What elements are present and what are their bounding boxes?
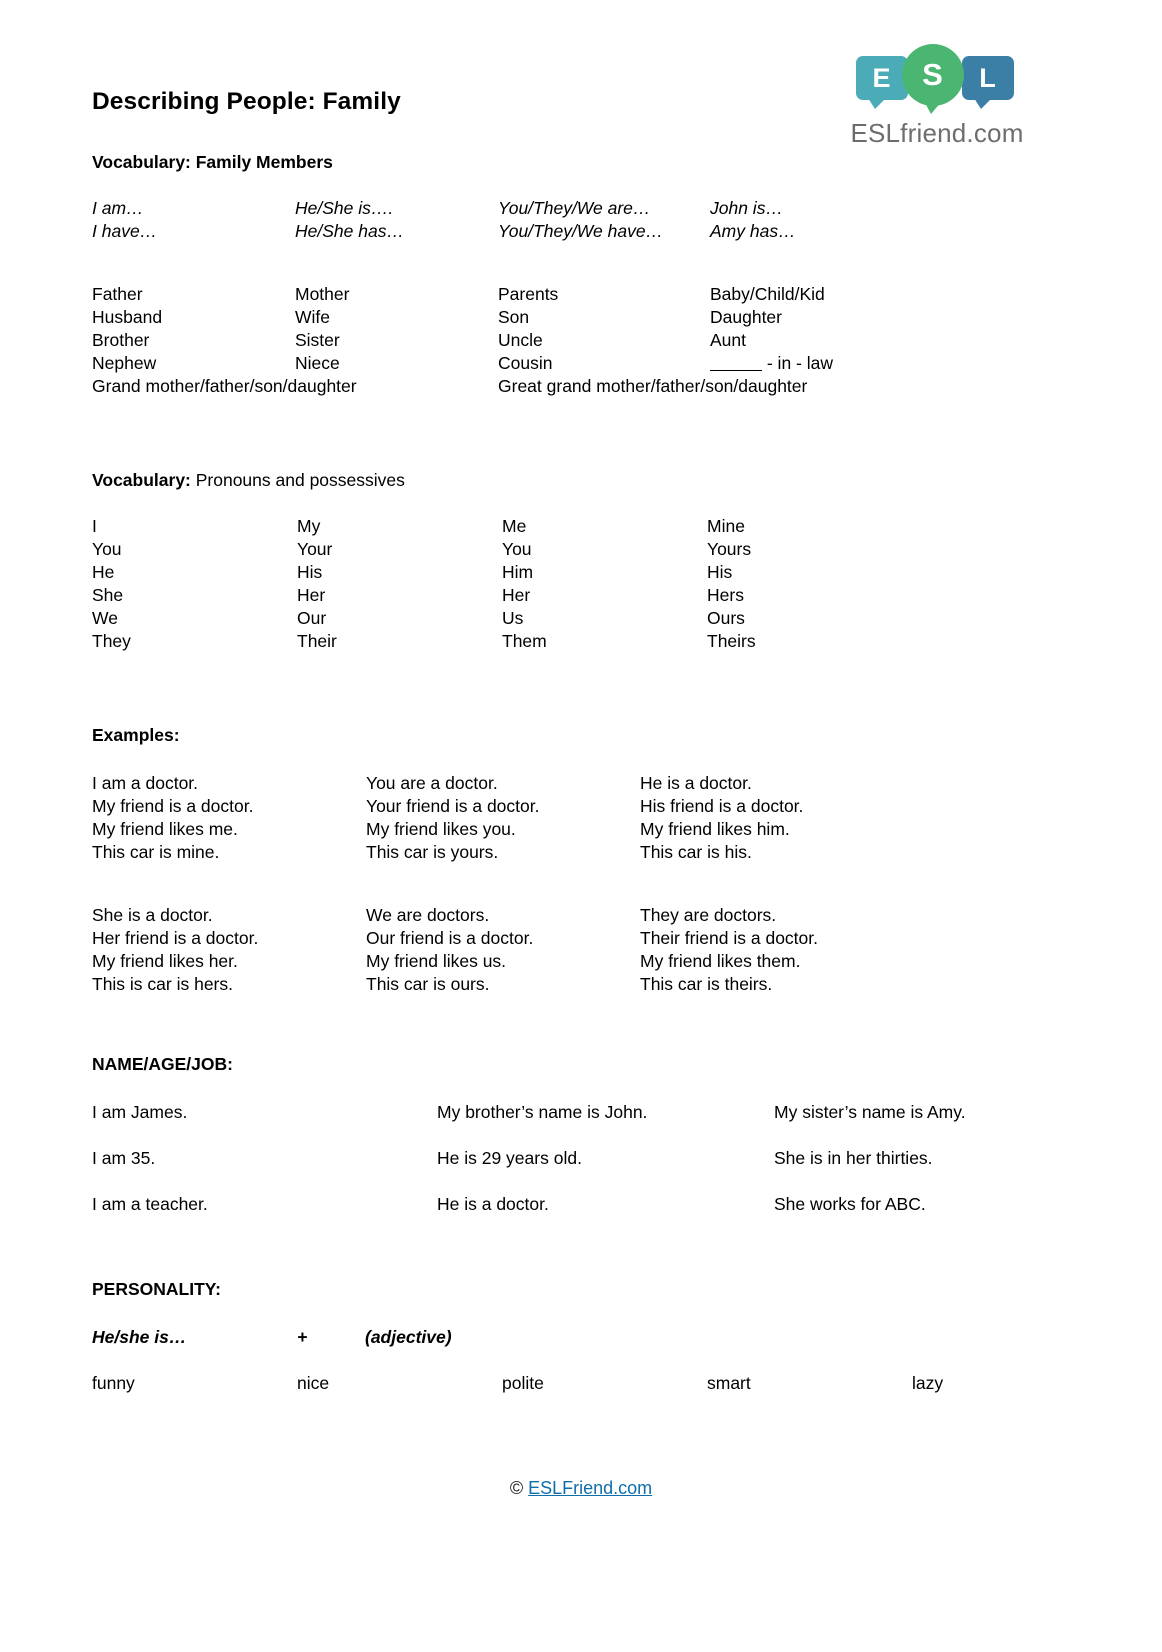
family-term: Baby/Child/Kid <box>710 284 825 304</box>
name-age-job-heading: NAME/AGE/JOB: <box>92 1054 233 1074</box>
name-age-job-cell: I am 35. <box>92 1148 156 1168</box>
family-term: Sister <box>295 330 340 350</box>
pronoun-possessive-adj: Your <box>297 539 333 559</box>
example-sentence: My friend likes us. <box>366 951 507 971</box>
worksheet-content <box>92 88 1072 1395</box>
family-pattern-row <box>92 220 1072 243</box>
pronoun-possessive: Mine <box>707 516 745 536</box>
example-sentence: My friend likes you. <box>366 819 516 839</box>
example-sentence: Your friend is a doctor. <box>366 796 540 816</box>
example-sentence: She is a doctor. <box>92 905 213 925</box>
family-term: Nephew <box>92 353 157 373</box>
family-term: Son <box>498 307 530 327</box>
pronoun-object: Her <box>502 585 531 605</box>
pronoun-object: Me <box>502 516 527 536</box>
pronoun-possessive: Ours <box>707 608 745 628</box>
name-age-job-cell: I am a teacher. <box>92 1194 208 1214</box>
copyright-symbol: © <box>509 1478 529 1498</box>
family-term: Husband <box>92 307 163 327</box>
family-pattern-cell: Amy has… <box>710 221 796 241</box>
fill-in-blank <box>710 370 762 371</box>
example-sentence: His friend is a doctor. <box>640 796 804 816</box>
name-age-job-cell: He is a doctor. <box>437 1194 549 1214</box>
pronoun-possessive: His <box>707 562 733 582</box>
name-age-job-row <box>92 1193 1072 1216</box>
family-term-row <box>92 352 1072 375</box>
vocabulary-pronouns-heading <box>92 470 1072 491</box>
pronoun-possessive-adj: Our <box>297 608 327 628</box>
example-row <box>92 904 1072 927</box>
family-term: Wife <box>295 307 330 327</box>
family-term-row <box>92 306 1072 329</box>
pronoun-row <box>92 584 1072 607</box>
pronoun-subject: You <box>92 539 122 559</box>
family-pattern-row <box>92 197 1072 220</box>
pronoun-row <box>92 561 1072 584</box>
family-term: Aunt <box>710 330 746 350</box>
pronoun-subject: She <box>92 585 124 605</box>
spacer <box>92 398 1072 470</box>
family-pattern-cell: You/They/We are… <box>498 198 651 218</box>
example-sentence: This car is mine. <box>92 842 220 862</box>
pronoun-subject: I <box>92 516 97 536</box>
example-sentence: My friend likes her. <box>92 951 238 971</box>
pronoun-row <box>92 538 1072 561</box>
personality-formula <box>92 1326 1072 1349</box>
example-sentence: I am a doctor. <box>92 773 199 793</box>
spacer <box>92 243 1072 283</box>
family-pattern-cell: He/She has… <box>295 221 404 241</box>
example-sentence: You are a doctor. <box>366 773 498 793</box>
pronoun-possessive: Theirs <box>707 631 756 651</box>
example-sentence: My friend likes me. <box>92 819 238 839</box>
vocabulary-pronouns-heading-lead: Vocabulary: <box>92 470 191 490</box>
page-footer <box>0 1478 1162 1499</box>
vocabulary-family-heading <box>92 152 1072 173</box>
pronoun-row <box>92 630 1072 653</box>
logo-letter-s: S <box>922 57 943 92</box>
pronoun-object: Him <box>502 562 534 582</box>
family-pattern-cell: He/She is…. <box>295 198 394 218</box>
family-grandparent-row <box>92 375 1072 398</box>
family-term-in-law <box>710 352 1072 375</box>
example-row <box>92 795 1072 818</box>
family-pattern-cell: You/They/We have… <box>498 221 664 241</box>
family-term: Mother <box>295 284 350 304</box>
family-pattern-cell: I am… <box>92 198 144 218</box>
spacer <box>92 864 1072 904</box>
example-row <box>92 973 1072 996</box>
example-sentence: We are doctors. <box>366 905 490 925</box>
pronoun-object: Them <box>502 631 547 651</box>
example-sentence: This car is ours. <box>366 974 490 994</box>
family-term: Cousin <box>498 353 553 373</box>
personality-adjective: lazy <box>912 1373 944 1393</box>
family-term: Daughter <box>710 307 782 327</box>
pronoun-possessive: Yours <box>707 539 752 559</box>
example-sentence: Our friend is a doctor. <box>366 928 534 948</box>
example-sentence: This car is yours. <box>366 842 499 862</box>
pronoun-subject: They <box>92 631 131 651</box>
family-pattern-cell: I have… <box>92 221 158 241</box>
pronoun-possessive-adj: Their <box>297 631 337 651</box>
name-age-job-row <box>92 1101 1072 1124</box>
vocabulary-pronouns-heading-rest: Pronouns and possessives <box>190 470 405 490</box>
example-sentence: My friend likes him. <box>640 819 790 839</box>
name-age-job-row <box>92 1147 1072 1170</box>
name-age-job-cell: My sister’s name is Amy. <box>774 1102 966 1122</box>
vocabulary-family-heading-lead: Vocabulary: <box>92 152 191 172</box>
pronoun-object: You <box>502 539 532 559</box>
pronoun-subject: He <box>92 562 115 582</box>
example-row <box>92 818 1072 841</box>
example-row <box>92 927 1072 950</box>
family-term: Uncle <box>498 330 543 350</box>
example-sentence: This is car is hers. <box>92 974 233 994</box>
personality-heading: PERSONALITY: <box>92 1279 221 1299</box>
example-row <box>92 772 1072 795</box>
pronoun-possessive-adj: My <box>297 516 321 536</box>
vocabulary-family-heading-rest: Family Members <box>190 152 333 172</box>
family-pattern-cell: John is… <box>710 198 783 218</box>
personality-adjective: smart <box>707 1373 751 1393</box>
page-title: Describing People: Family <box>92 88 401 115</box>
name-age-job-cell: I am James. <box>92 1102 188 1122</box>
name-age-job-cell: She is in her thirties. <box>774 1148 933 1168</box>
logo-letter-l: L <box>979 63 996 93</box>
example-sentence: He is a doctor. <box>640 773 752 793</box>
spacer <box>92 1349 1072 1372</box>
family-term-great-grand: Great grand mother/father/son/daughter <box>498 376 808 396</box>
logo-letter-e: E <box>872 63 891 93</box>
example-row <box>92 841 1072 864</box>
spacer <box>92 1239 1072 1279</box>
pronoun-row <box>92 607 1072 630</box>
personality-adjective: polite <box>502 1373 544 1393</box>
pronoun-possessive: Hers <box>707 585 744 605</box>
example-sentence: They are doctors. <box>640 905 777 925</box>
in-law-label: - in - law <box>762 353 833 373</box>
family-term: Niece <box>295 353 340 373</box>
pronoun-object: Us <box>502 608 524 628</box>
pronoun-possessive-adj: Her <box>297 585 326 605</box>
example-sentence: Her friend is a doctor. <box>92 928 259 948</box>
example-sentence: My friend likes them. <box>640 951 801 971</box>
name-age-job-cell: He is 29 years old. <box>437 1148 582 1168</box>
personality-adjective: funny <box>92 1373 135 1393</box>
example-sentence: This car is theirs. <box>640 974 773 994</box>
example-row <box>92 950 1072 973</box>
examples-heading: Examples: <box>92 725 180 745</box>
family-term: Parents <box>498 284 559 304</box>
pronoun-subject: We <box>92 608 118 628</box>
example-sentence: My friend is a doctor. <box>92 796 254 816</box>
pronoun-row <box>92 515 1072 538</box>
pronoun-possessive-adj: His <box>297 562 323 582</box>
family-term: Brother <box>92 330 150 350</box>
personality-formula-subject: He/she is… <box>92 1327 187 1347</box>
family-term-row <box>92 329 1072 352</box>
family-term-row <box>92 283 1072 306</box>
name-age-job-cell: She works for ABC. <box>774 1194 926 1214</box>
name-age-job-cell: My brother’s name is John. <box>437 1102 648 1122</box>
family-term-grand: Grand mother/father/son/daughter <box>92 376 357 396</box>
example-sentence: Their friend is a doctor. <box>640 928 818 948</box>
personality-adjectives-row <box>92 1372 1072 1395</box>
personality-adjective: nice <box>297 1373 330 1393</box>
personality-formula-complement: (adjective) <box>365 1327 452 1347</box>
spacer <box>92 653 1072 725</box>
example-sentence: This car is his. <box>640 842 752 862</box>
logo-wordmark: ESLfriend.com <box>850 118 1024 148</box>
footer-site-link[interactable]: ESLFriend.com <box>528 1478 653 1498</box>
speech-bubble-s-icon <box>902 44 964 106</box>
family-term: Father <box>92 284 143 304</box>
spacer <box>92 996 1072 1054</box>
personality-formula-plus: + <box>297 1327 308 1347</box>
